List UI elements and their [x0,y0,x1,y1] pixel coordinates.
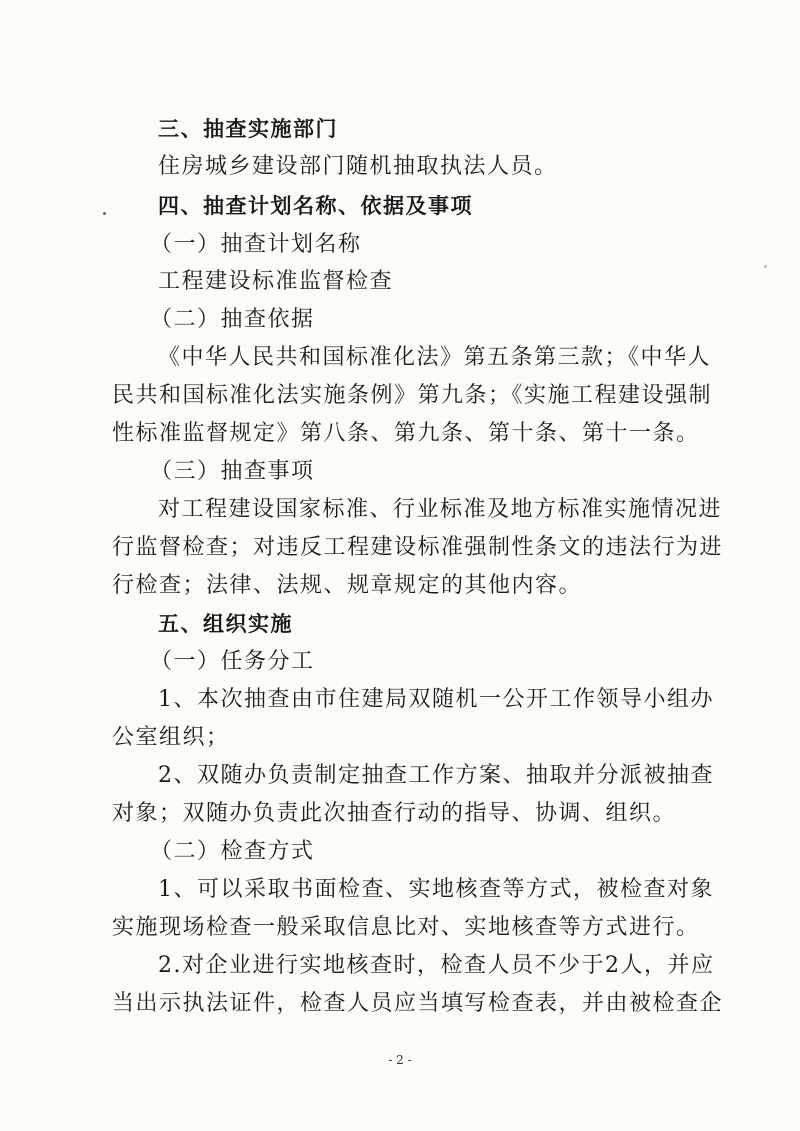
scan-speck [103,212,106,215]
paragraph-line: 《中华人民共和国标准化法》第五条第三款；《中华人 [158,345,712,370]
paragraph-line: 行检查；法律、法规、规章规定的其他内容。 [112,573,583,598]
page-number: - 2 - [388,1053,412,1067]
paragraph: 工程建设标准监督检查 [158,269,394,294]
paragraph-line: 当出示执法证件，检查人员应当填写检查表，并由被检查企 [112,991,724,1016]
paragraph-line: 2、双随办负责制定抽查工作方案、抽取并分派被抽查 [158,763,714,788]
scan-speck [764,265,767,268]
subsection-heading: （一）抽查计划名称 [150,232,362,257]
subsection-heading: （二）检查方式 [150,839,315,864]
subsection-heading: （一）任务分工 [150,649,315,674]
paragraph-line: 对象；双随办负责此次抽查行动的指导、协调、组织。 [112,801,677,826]
section-heading-3: 三、抽查实施部门 [158,117,338,141]
paragraph-line: 民共和国标准化法实施条例》第九条；《实施工程建设强制 [112,383,713,408]
paragraph-line: 公室组织； [112,725,230,750]
paragraph: 住房城乡建设部门随机抽取执法人员。 [158,154,558,179]
paragraph-line: 行监督检查；对违反工程建设标准强制性条文的违法行为进 [112,535,724,560]
paragraph-line: 性标准监督规定》第八条、第九条、第十条、第十一条。 [112,421,700,446]
paragraph-line: 对工程建设国家标准、行业标准及地方标准实施情况进 [158,497,723,522]
subsection-heading: （二）抽查依据 [150,307,315,332]
paragraph-line: 实施现场检查一般采取信息比对、实地核查等方式进行。 [112,915,700,940]
paragraph-line: 1、可以采取书面检查、实地核查等方式，被检查对象 [158,877,714,902]
section-heading-4: 四、抽查计划名称、依据及事项 [158,194,473,218]
subsection-heading: （三）抽查事项 [150,459,315,484]
paragraph-line: 1、本次抽查由市住建局双随机一公开工作领导小组办 [158,687,714,712]
section-heading-5: 五、组织实施 [158,612,293,636]
paragraph-line: 2.对企业进行实地核查时，检查人员不少于2人，并应 [158,953,715,978]
